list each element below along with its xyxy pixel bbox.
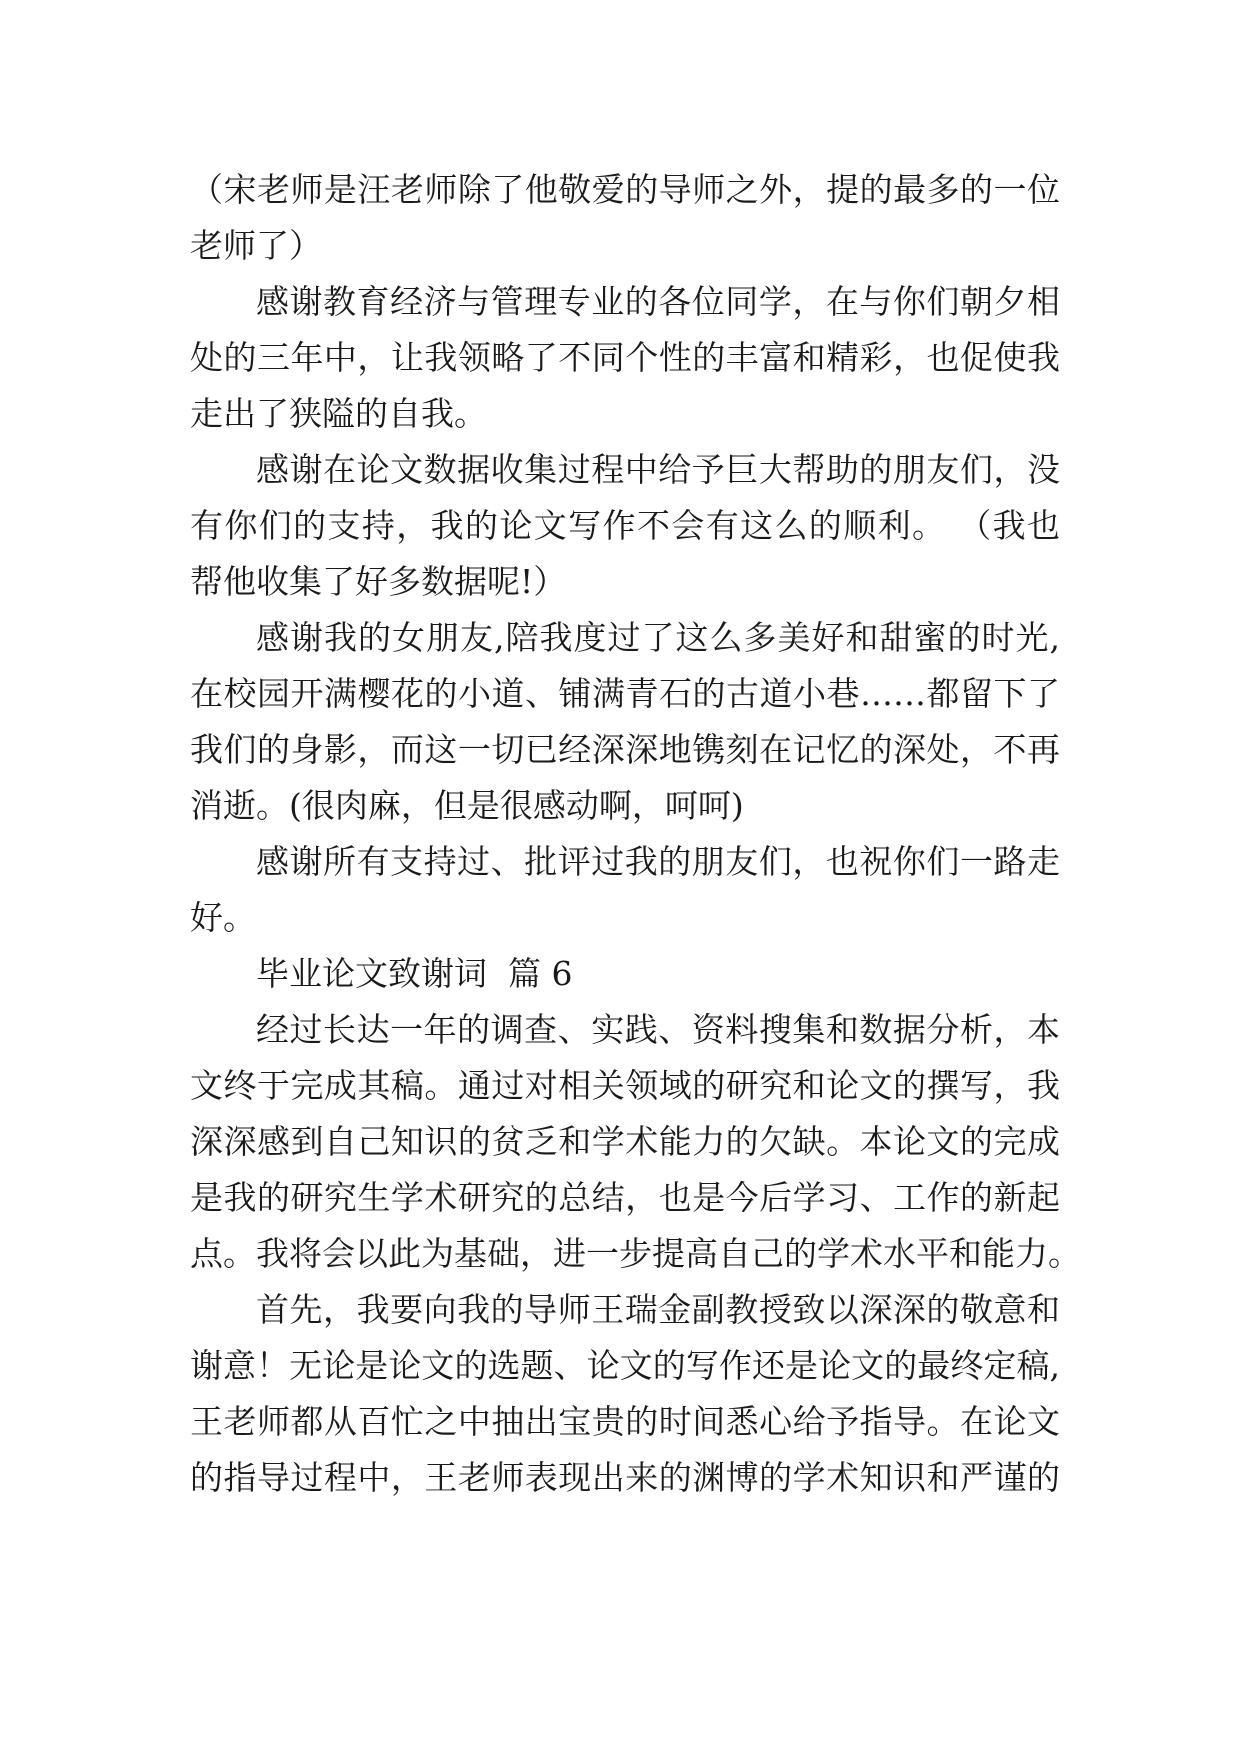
text-line: 首先，我要向我的导师王瑞金副教授致以深深的敬意和 xyxy=(256,1290,1060,1329)
text-line: 消逝。(很肉麻，但是很感动啊，呵呵) xyxy=(190,786,744,825)
text-line: （宋老师是汪老师除了他敬爱的导师之外，提的最多的一位 xyxy=(190,170,1060,209)
text-line: 的指导过程中，王老师表现出来的渊博的学术知识和严谨的 xyxy=(190,1458,1060,1497)
text-line: 感谢教育经济与管理专业的各位同学，在与你们朝夕相 xyxy=(256,282,1060,321)
text-line: 是我的研究生学术研究的总结，也是今后学习、工作的新起 xyxy=(190,1178,1060,1217)
text-line: 处的三年中，让我领略了不同个性的丰富和精彩，也促使我 xyxy=(190,338,1060,377)
text-line: 帮他收集了好多数据呢!） xyxy=(190,562,567,601)
text-line: 在校园开满樱花的小道、铺满青石的古道小巷……都留下了 xyxy=(190,674,1060,713)
text-line: 经过长达一年的调查、实践、资料搜集和数据分析，本 xyxy=(256,1010,1060,1049)
text-line: 老师了） xyxy=(190,226,322,265)
text-line: 深深感到自己知识的贫乏和学术能力的欠缺。本论文的完成 xyxy=(190,1122,1060,1161)
text-line: 文终于完成其稿。通过对相关领域的研究和论文的撰写，我 xyxy=(190,1066,1060,1105)
text-line: 谢意！无论是论文的选题、论文的写作还是论文的最终定稿, xyxy=(190,1346,1060,1385)
text-line: 感谢在论文数据收集过程中给予巨大帮助的朋友们，没 xyxy=(256,450,1060,489)
text-line: 有你们的支持，我的论文写作不会有这么的顺利。 （我也 xyxy=(190,506,1060,545)
text-line: 王老师都从百忙之中抽出宝贵的时间悉心给予指导。在论文 xyxy=(190,1402,1060,1441)
text-line: 感谢所有支持过、批评过我的朋友们，也祝你们一路走 xyxy=(256,842,1060,881)
text-line: 点。我将会以此为基础，进一步提高自己的学术水平和能力。 xyxy=(190,1234,1081,1273)
section-heading: 毕业论文致谢词 篇 6 xyxy=(256,954,573,993)
text-line: 走出了狭隘的自我。 xyxy=(190,394,487,433)
text-line: 我们的身影，而这一切已经深深地镌刻在记忆的深处，不再 xyxy=(190,730,1060,769)
text-line: 好。 xyxy=(190,898,256,937)
text-line: 感谢我的女朋友,陪我度过了这么多美好和甜蜜的时光, xyxy=(256,618,1060,657)
